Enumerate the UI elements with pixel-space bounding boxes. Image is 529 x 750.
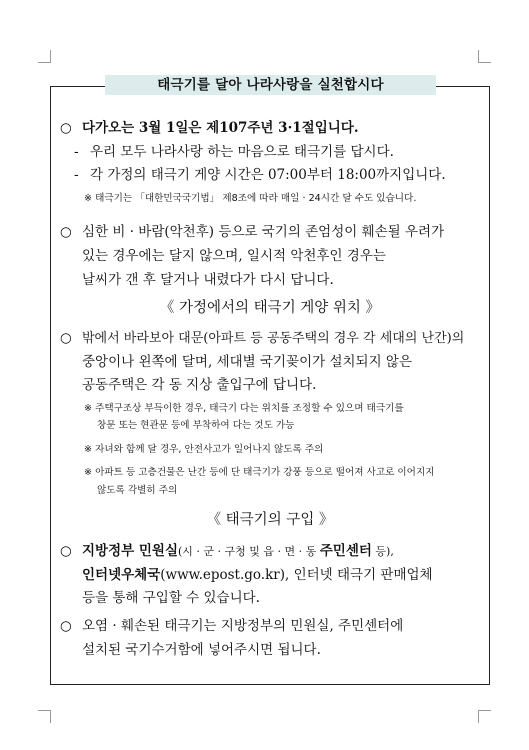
note-mark: ※ [84, 467, 93, 478]
paragraph-5-line-2: 설치된 국기수거함에 넣어주시면 됩니다. [82, 642, 321, 658]
paragraph-1-lead: ○ 다가오는 3월 1일은 제107주년 3·1절입니다. [60, 120, 359, 136]
dash-bullet: - [74, 167, 79, 183]
section-heading-placement: 《 가정에서의 태극기 게양 위치 》 [159, 300, 381, 316]
note-mark: ※ [84, 444, 93, 455]
circle-bullet: ○ [60, 618, 72, 634]
paragraph-2-line-3: 날씨가 갠 후 달거나 내렸다가 다시 답니다. [82, 272, 334, 288]
paragraph-3-note-2: ※ 자녀와 함께 달 경우, 안전사고가 일어나지 않도록 주의 [84, 444, 324, 455]
crop-mark-bottom-left [38, 710, 51, 723]
paragraph-3-line-3: 공동주택은 각 동 지상 출입구에 답니다. [82, 377, 317, 393]
paragraph-5-line-1: ○ 오염 · 훼손된 태극기는 지방정부의 민원실, 주민센터에 [60, 618, 404, 634]
section-heading-purchase: 《 태극기의 구입 》 [206, 512, 334, 528]
crop-mark-top-right [478, 50, 491, 63]
paragraph-4-line-2: 인터넷우체국(www.epost.go.kr), 인터넷 태극기 판매업체 [82, 567, 433, 583]
paragraph-3-note-3-cont: 않도록 각별히 주의 [97, 485, 178, 496]
circle-bullet: ○ [60, 330, 72, 346]
paragraph-1-line-1: - 우리 모두 나라사랑 하는 마음으로 태극기를 답시다. [74, 144, 394, 160]
page-title: 태극기를 달아 나라사랑을 실천합시다 [105, 75, 436, 95]
paragraph-1-line-2: - 각 가정의 태극기 게양 시간은 07:00부터 18:00까지입니다. [74, 167, 446, 183]
note-mark: ※ [84, 403, 93, 414]
circle-bullet: ○ [60, 224, 72, 240]
circle-bullet: ○ [60, 543, 72, 559]
paragraph-3-line-1: ○ 밖에서 바라보아 대문(아파트 등 공동주택의 경우 각 세대의 난간)의 [60, 330, 465, 346]
paragraph-4-line-3: 등을 통해 구입할 수 있습니다. [82, 590, 260, 606]
paragraph-2-line-2: 있는 경우에는 달지 않으며, 일시적 악천후인 경우는 [82, 248, 386, 264]
paragraph-3-note-1-cont: 창문 또는 현관문 등에 부착하여 다는 것도 가능 [97, 420, 295, 431]
paragraph-4-line-1: ○ 지방정부 민원실(시 · 군 · 구청 및 읍 · 면 · 동 주민센터 등), [60, 543, 394, 559]
paragraph-1-note: ※ 태극기는 「대한민국국기법」 제8조에 따라 매일 · 24시간 달 수도 있습니다. [84, 193, 417, 204]
circle-bullet: ○ [60, 120, 72, 136]
note-mark: ※ [84, 193, 93, 204]
paragraph-3-note-3: ※ 아파트 등 고층건물은 난간 등에 단 태극기가 강풍 등으로 떨어져 사고로 이어지지 [84, 467, 435, 478]
paragraph-2-line-1: ○ 심한 비 · 바람(악천후) 등으로 국기의 존엄성이 훼손될 우려가 [60, 224, 445, 240]
paragraph-3-line-2: 중앙이나 왼쪽에 달며, 세대별 국기꽂이가 설치되지 않은 [82, 354, 412, 370]
crop-mark-top-left [38, 50, 51, 63]
dash-bullet: - [74, 144, 79, 160]
paragraph-3-note-1: ※ 주택구조상 부득이한 경우, 태극기 다는 위치를 조정할 수 있으며 태극기를 [84, 403, 404, 414]
crop-mark-bottom-right [478, 710, 491, 723]
